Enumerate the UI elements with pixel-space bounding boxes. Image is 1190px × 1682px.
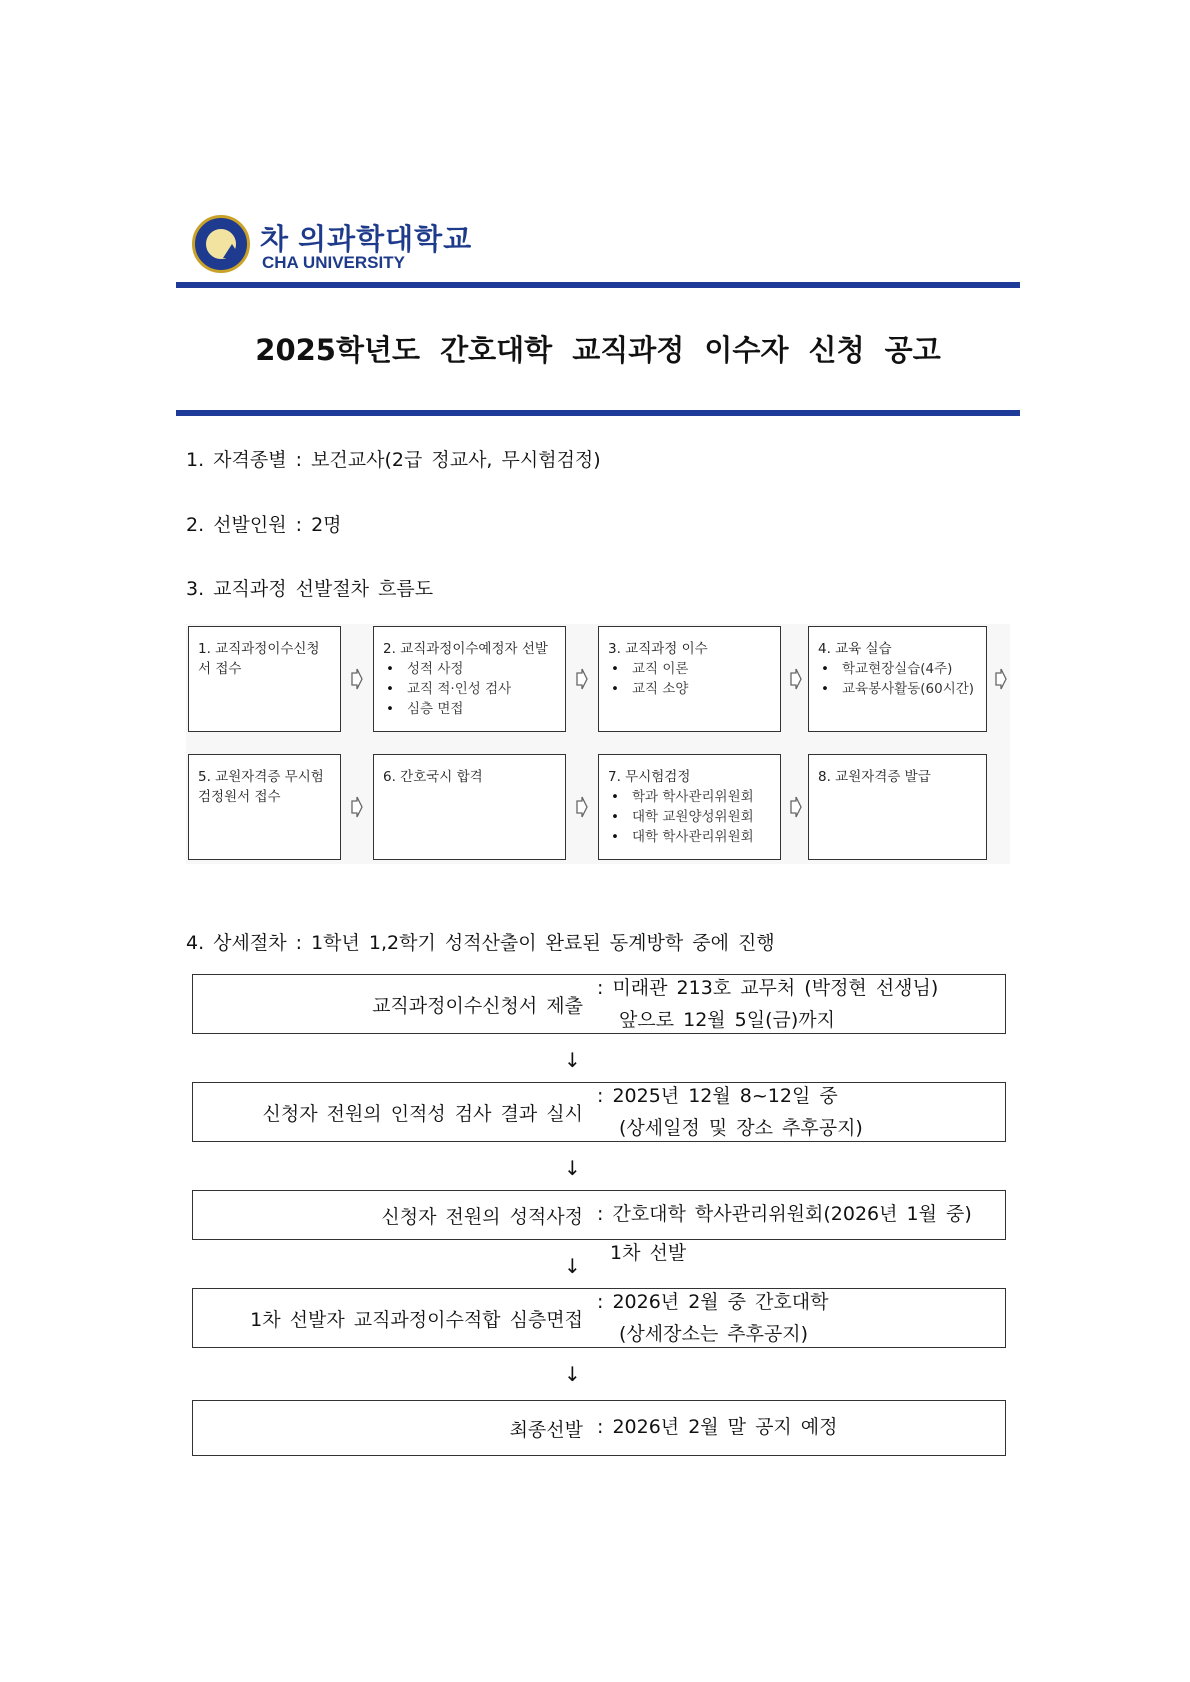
flow-step-7-bullet: • 대학 교원양성위원회 bbox=[608, 807, 771, 827]
flow-step-6-title: 6. 간호국시 합격 bbox=[383, 769, 483, 785]
detail-info-line: : 2026년 2월 중 간호대학 bbox=[597, 1291, 829, 1313]
detail-step-label: 신청자 전원의 인적성 검사 결과 실시 bbox=[262, 1103, 583, 1125]
detail-info-line: 앞으로 12월 5일(금)까지 bbox=[619, 1009, 836, 1031]
first-selection-label: 1차 선발 bbox=[610, 1242, 687, 1264]
flow-step-2-bullet: • 성적 사정 bbox=[383, 659, 556, 679]
detail-step-aptitude-test bbox=[192, 1082, 1006, 1142]
flow-step-1 bbox=[188, 626, 341, 732]
flow-step-7-title: 7. 무시험검정 bbox=[608, 769, 691, 785]
detail-step-label: 1차 선발자 교직과정이수적합 심층면접 bbox=[250, 1309, 583, 1331]
flow-step-7-bullet: • 학과 학사관리위원회 bbox=[608, 787, 771, 807]
detail-step-label: 신청자 전원의 성적사정 bbox=[381, 1206, 583, 1228]
detail-step-info bbox=[597, 1411, 838, 1443]
flow-arrow-right-icon bbox=[575, 795, 589, 819]
university-seal-icon bbox=[192, 215, 250, 273]
flow-step-8-title: 8. 교원자격증 발급 bbox=[818, 769, 931, 785]
flow-step-7 bbox=[598, 754, 781, 860]
flow-step-4 bbox=[808, 626, 987, 732]
flow-arrow-right-icon bbox=[789, 667, 803, 691]
detail-info-line: : 간호대학 학사관리위원회(2026년 1월 중) bbox=[597, 1203, 972, 1225]
flow-step-2-title: 2. 교직과정이수예정자 선발 bbox=[383, 641, 548, 657]
flow-step-7-bullet: • 대학 학사관리위원회 bbox=[608, 827, 771, 847]
flow-step-2-bullet: • 심층 면접 bbox=[383, 699, 556, 719]
flow-step-3-bullet: • 교직 이론 bbox=[608, 659, 771, 679]
flow-step-8 bbox=[808, 754, 987, 860]
flow-step-5-title: 5. 교원자격증 무시험검정원서 접수 bbox=[198, 769, 324, 805]
detail-info-line: : 미래관 213호 교무처 (박정현 선생님) bbox=[597, 977, 939, 999]
detail-step-final-selection bbox=[192, 1400, 1006, 1456]
flow-step-5 bbox=[188, 754, 341, 860]
header-divider-top bbox=[176, 282, 1020, 288]
flow-step-2 bbox=[373, 626, 566, 732]
flow-arrow-right-icon bbox=[575, 667, 589, 691]
flow-step-4-bullet: • 학교현장실습(4주) bbox=[818, 659, 977, 679]
page-title: 2025학년도 간호대학 교직과정 이수자 신청 공고 bbox=[255, 333, 941, 367]
logo-korean-name: 차 의과학대학교 bbox=[260, 224, 473, 256]
down-arrow-icon: ↓ bbox=[564, 1048, 581, 1072]
detail-step-info bbox=[597, 1286, 828, 1350]
down-arrow-icon: ↓ bbox=[564, 1254, 581, 1278]
selection-flowchart bbox=[186, 624, 1010, 864]
flow-step-1-title: 1. 교직과정이수신청 서 접수 bbox=[198, 641, 320, 677]
detail-info-line: : 2025년 12월 8~12일 중 bbox=[597, 1085, 838, 1107]
detail-step-info bbox=[597, 1080, 863, 1144]
header-divider-bottom bbox=[176, 410, 1020, 416]
item-flowchart-heading: 3. 교직과정 선발절차 흐름도 bbox=[186, 578, 434, 600]
flow-arrow-right-icon bbox=[350, 795, 364, 819]
flow-step-3-title: 3. 교직과정 이수 bbox=[608, 641, 708, 657]
detail-step-label: 교직과정이수신청서 제출 bbox=[372, 995, 583, 1017]
flow-step-3 bbox=[598, 626, 781, 732]
detail-info-line: (상세장소는 추후공지) bbox=[619, 1323, 809, 1345]
logo-english-name: CHA UNIVERSITY bbox=[262, 253, 405, 272]
flow-arrow-right-icon bbox=[350, 667, 364, 691]
university-logo bbox=[192, 215, 512, 279]
detail-step-application bbox=[192, 974, 1006, 1034]
flow-step-6 bbox=[373, 754, 566, 860]
down-arrow-icon: ↓ bbox=[564, 1156, 581, 1180]
flow-step-2-bullet: • 교직 적·인성 검사 bbox=[383, 679, 556, 699]
down-arrow-icon: ↓ bbox=[564, 1362, 581, 1386]
flow-step-4-bullet: • 교육봉사활동(60시간) bbox=[818, 679, 977, 699]
detail-step-info bbox=[597, 972, 938, 1036]
flow-step-4-title: 4. 교육 실습 bbox=[818, 641, 892, 657]
item-qualification: 1. 자격종별 : 보건교사(2급 정교사, 무시험검정) bbox=[186, 449, 601, 471]
detail-info-line: : 2026년 2월 말 공지 예정 bbox=[597, 1416, 838, 1438]
flow-arrow-right-icon bbox=[789, 795, 803, 819]
flow-step-3-bullet: • 교직 소양 bbox=[608, 679, 771, 699]
item-detail-heading: 4. 상세절차 : 1학년 1,2학기 성적산출이 완료된 동계방학 중에 진행 bbox=[186, 932, 775, 954]
detail-step-grade-review bbox=[192, 1190, 1006, 1240]
flow-arrow-right-icon bbox=[994, 667, 1008, 691]
detail-step-label: 최종선발 bbox=[509, 1419, 583, 1441]
detail-step-info bbox=[597, 1198, 972, 1230]
detail-info-line: (상세일정 및 장소 추후공지) bbox=[619, 1117, 863, 1139]
detail-step-interview bbox=[192, 1288, 1006, 1348]
item-quota: 2. 선발인원 : 2명 bbox=[186, 514, 342, 536]
